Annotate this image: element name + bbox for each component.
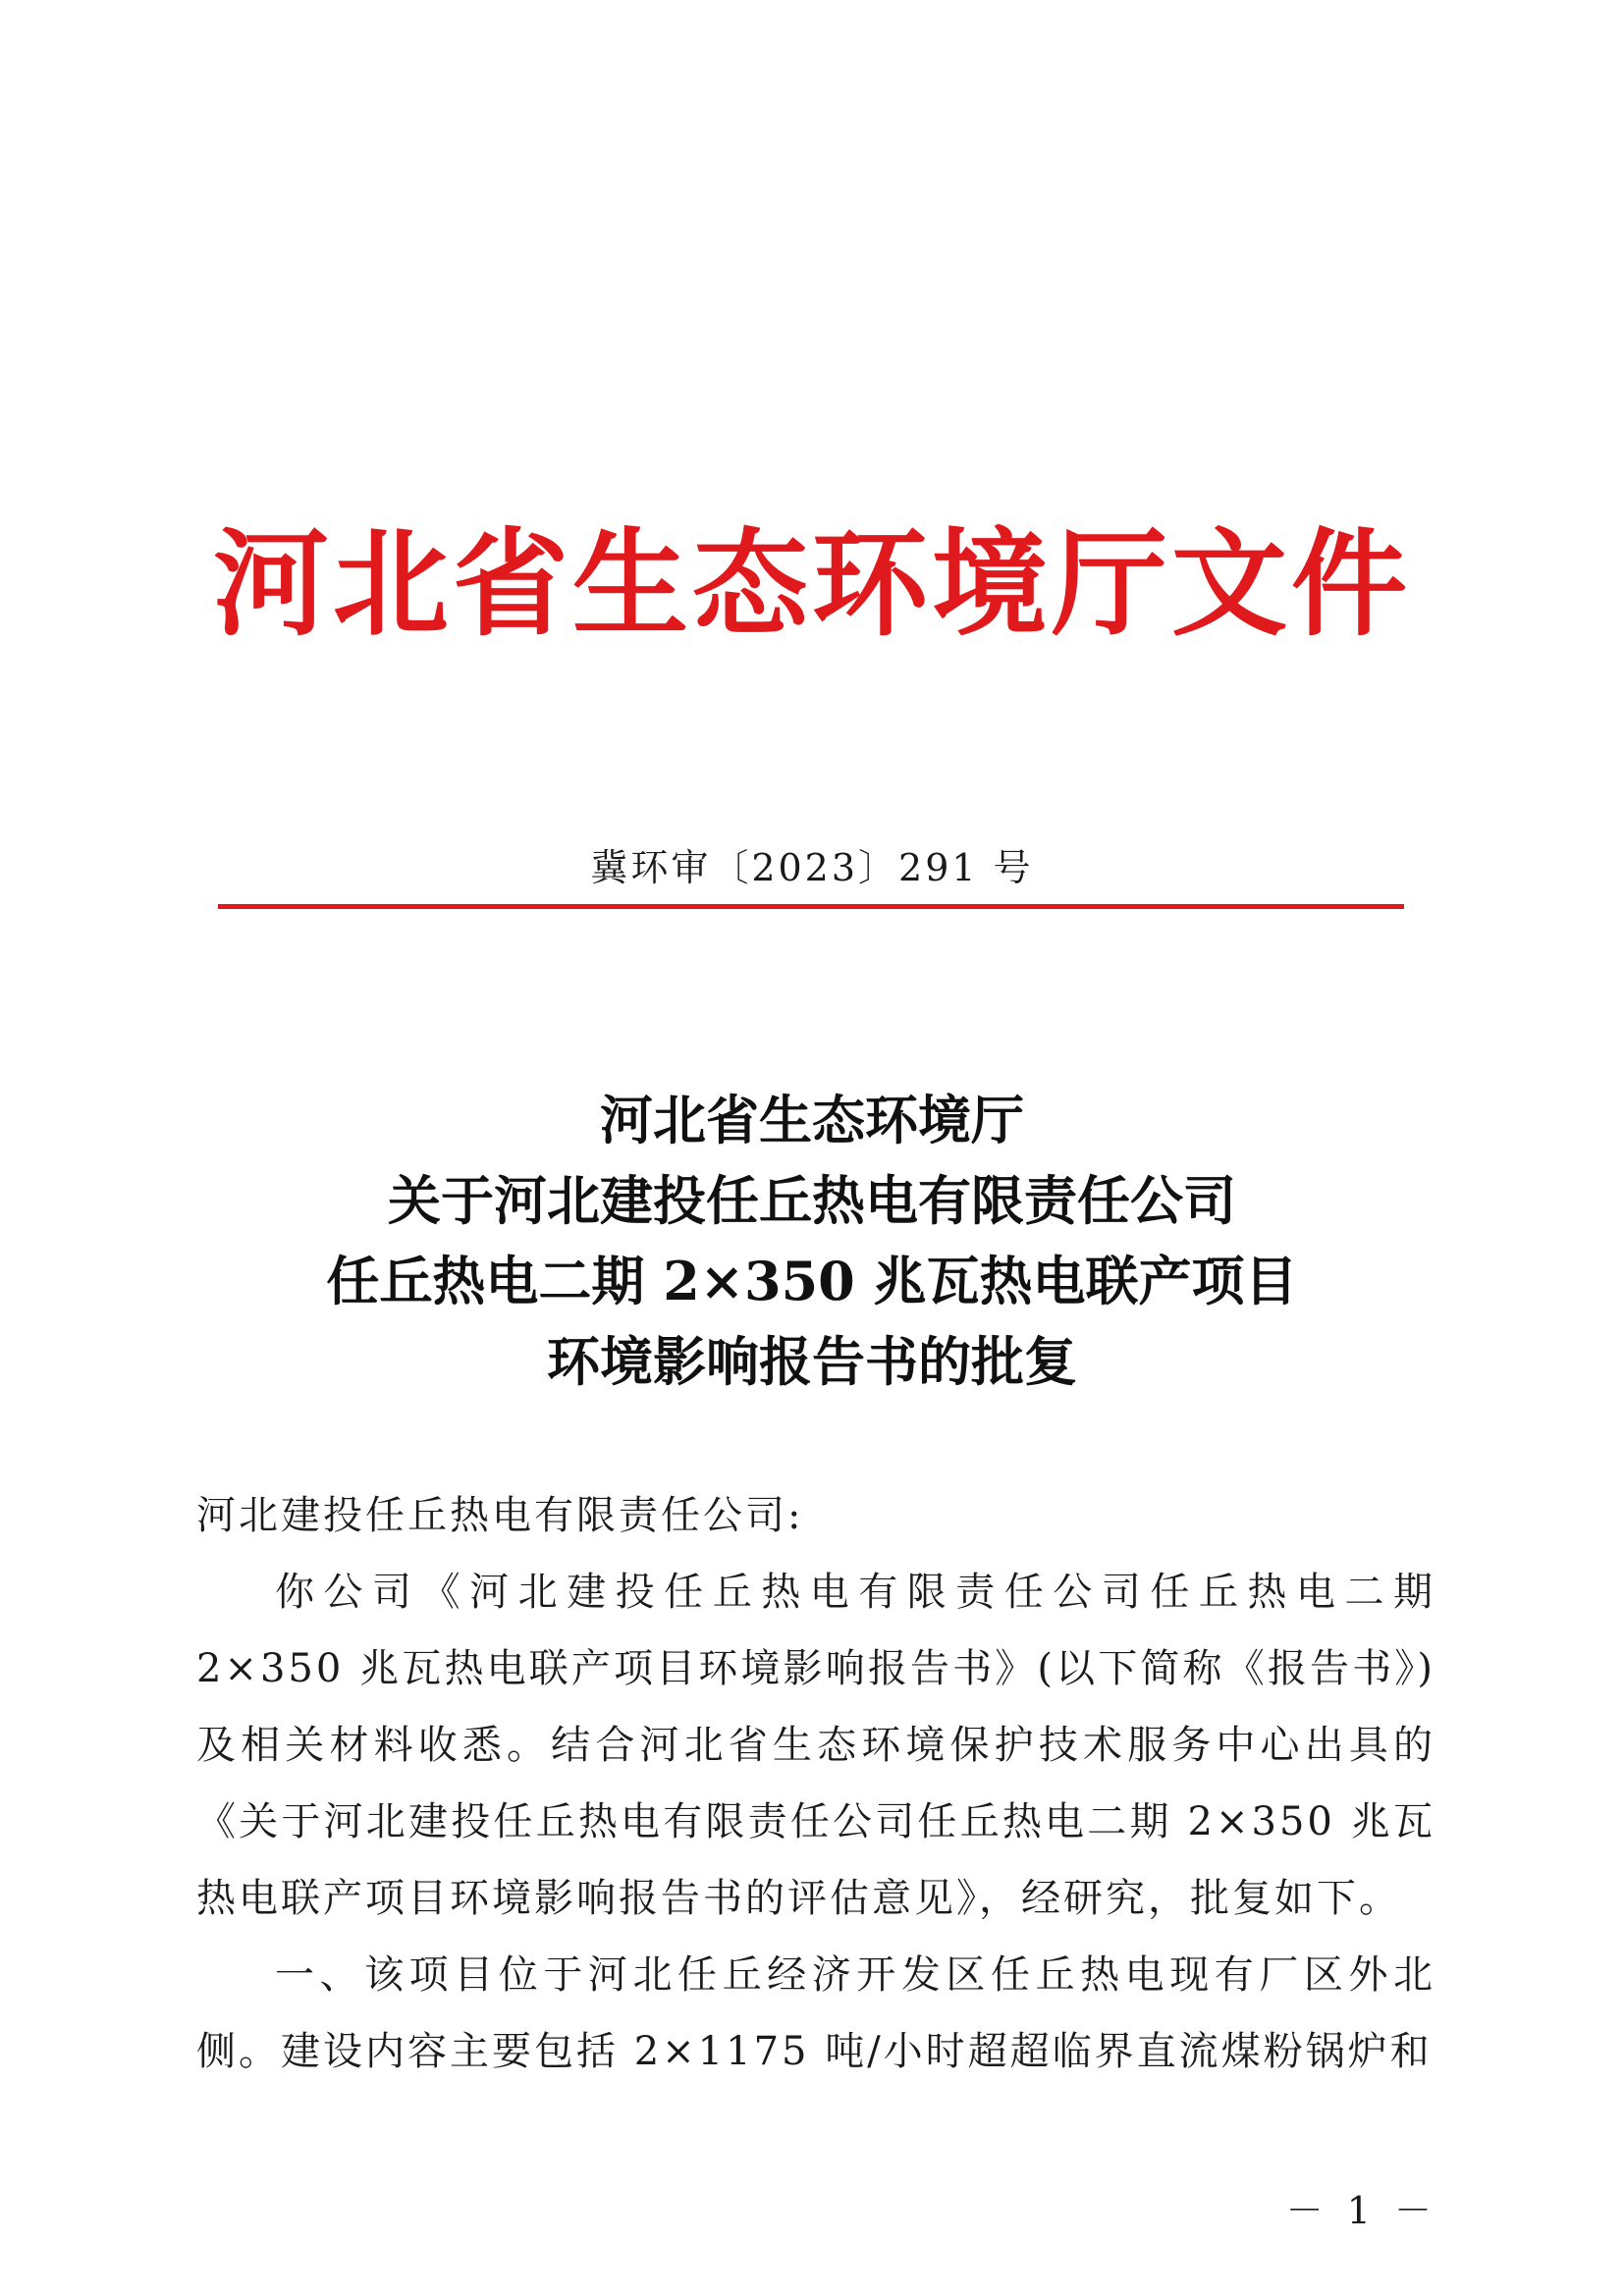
paragraph-1: 你公司《河北建投任丘热电有限责任公司任丘热电二期 2×350 兆瓦热电联产项目环境影响报告书》(以下简称《报告书》)及相关材料收悉。结合河北省生态环境保护技术服务中心出具的《关于河北建投任丘热电有限责任公司任丘热电二期 2×350 兆瓦热电联产项目环境影响报告书的评估意见》，经研究，批复如下。 — [196, 1570, 1435, 1921]
title-line-2: 关于河北建投任丘热电有限责任公司 — [388, 1169, 1236, 1232]
paragraph-2: 一、该项目位于河北任丘经济开发区任丘热电现有厂区外北侧。建设内容主要包括 2×1175 吨/小时超超临界直流煤粉锅炉和 — [196, 1952, 1435, 2074]
title-line-3: 任丘热电二期 2×350 兆瓦热电联产项目 — [326, 1250, 1298, 1312]
salutation: 河北建投任丘热电有限责任公司: — [196, 1493, 804, 1538]
red-divider-line — [218, 904, 1404, 909]
document-number: 冀环审〔2023〕291 号 — [590, 846, 1034, 889]
document-title — [0, 1080, 1624, 1402]
page-number: － 1 － — [1285, 2189, 1437, 2232]
masthead-title: 河北省生态环境厅文件 — [212, 515, 1411, 652]
title-line-1: 河北省生态环境厅 — [600, 1089, 1024, 1151]
document-body — [196, 1477, 1435, 2090]
title-line-4: 环境影响报告书的批复 — [547, 1330, 1077, 1393]
